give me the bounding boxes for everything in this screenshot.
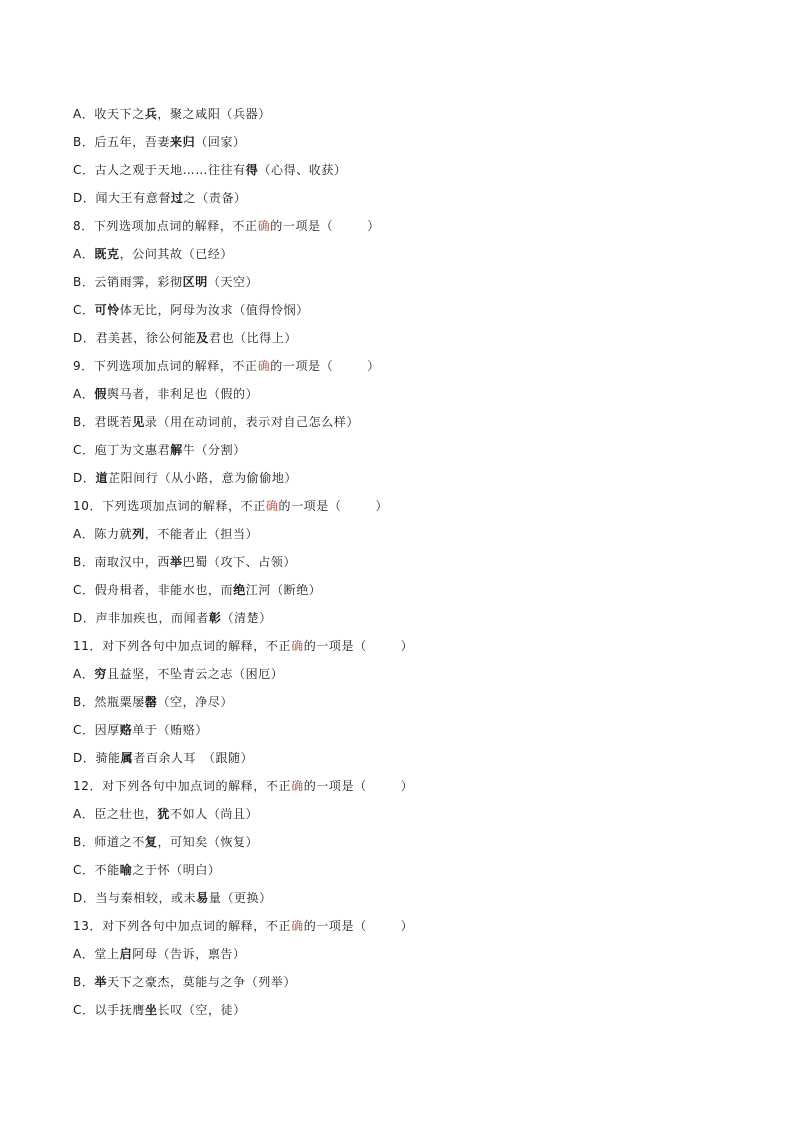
keyword-emphasis: 兵: [144, 107, 158, 121]
text-segment: C．古人之观于天地……往往有: [73, 163, 246, 177]
answer-option: [73, 996, 733, 1024]
text-segment: ）: [400, 779, 414, 793]
answer-option: [73, 548, 733, 576]
keyword-emphasis: 得: [245, 163, 259, 177]
text-segment: D．君美甚，徐公何能: [73, 331, 197, 345]
answer-option: [73, 240, 733, 268]
text-segment: B．: [73, 975, 95, 989]
question-stem: [73, 632, 733, 660]
keyword-emphasis: 绝: [233, 583, 246, 597]
text-segment: 江河（断绝）: [245, 583, 322, 597]
text-segment: 9．下列选项加点词的解释，不正: [73, 359, 258, 373]
answer-option: [73, 968, 733, 996]
keyword-emphasis: 复: [144, 835, 158, 849]
answer-option: [73, 268, 733, 296]
text-segment: 体无比，阿母为汝求（值得怜悯）: [119, 303, 309, 317]
text-segment: D．当与秦相较，或未: [73, 891, 197, 905]
text-segment: B．南取汉中，西: [73, 555, 171, 569]
text-segment: 的一项是（: [303, 779, 367, 793]
text-segment: 之于怀（明白）: [132, 863, 221, 877]
text-segment: （心得、收获）: [258, 163, 347, 177]
text-segment: 长叹（空，徒）: [157, 1003, 246, 1017]
keyword-emphasis: 赂: [119, 723, 133, 737]
text-segment: A．陈力就: [73, 527, 133, 541]
answer-option: [73, 436, 733, 464]
text-segment: A．: [73, 387, 95, 401]
text-segment: D．骑能: [73, 751, 121, 765]
keyword-emphasis: 道: [95, 471, 109, 485]
text-segment: ）: [367, 359, 380, 373]
answer-option: [73, 100, 733, 128]
text-segment: B．云销雨霁，彩彻: [73, 275, 183, 289]
text-segment: C．以手抚膺: [73, 1003, 145, 1017]
text-segment: 阿母（告诉，禀告）: [132, 947, 246, 961]
question-list: [73, 100, 733, 1024]
answer-option: [73, 324, 733, 352]
question-stem: [73, 492, 733, 520]
answer-option: [73, 940, 733, 968]
text-segment: 的一项是（: [303, 639, 367, 653]
text-segment: 芷阳间行（从小路，意为偷偷地）: [108, 471, 298, 485]
text-segment: 确: [291, 919, 304, 933]
question-stem: [73, 912, 733, 940]
text-segment: 确: [291, 779, 304, 793]
text-segment: 确: [257, 219, 271, 233]
answer-option: [73, 520, 733, 548]
answer-option: [73, 744, 733, 772]
question-stem: [73, 212, 733, 240]
keyword-emphasis: 及: [196, 331, 209, 345]
text-segment: 11．对下列各句中加点词的解释，不正: [73, 639, 292, 653]
text-segment: 君也（比得上）: [208, 331, 298, 345]
keyword-emphasis: 易: [196, 891, 209, 905]
text-segment: ）: [400, 639, 414, 653]
text-segment: 牛（分割）: [182, 443, 246, 457]
keyword-emphasis: 可怜: [94, 303, 120, 317]
text-segment: C．不能: [73, 863, 120, 877]
text-segment: A．: [73, 667, 95, 681]
text-segment: A．: [73, 247, 95, 261]
text-segment: ，公问其故（已经）: [119, 247, 234, 261]
text-segment: 者百余人耳 （跟随）: [133, 751, 254, 765]
text-segment: D．声非加疾也，而闻者: [73, 611, 209, 625]
text-segment: B．君既若: [73, 415, 133, 429]
keyword-emphasis: 列: [132, 527, 145, 541]
text-segment: D．: [73, 471, 96, 485]
keyword-emphasis: 犹: [157, 807, 171, 821]
text-segment: ，聚之咸阳（兵器）: [157, 107, 271, 121]
text-segment: ）: [400, 919, 414, 933]
text-segment: ）: [367, 219, 380, 233]
answer-option: [73, 884, 733, 912]
keyword-emphasis: 解: [170, 443, 183, 457]
keyword-emphasis: 来归: [170, 135, 196, 149]
text-segment: 确: [265, 499, 279, 513]
text-segment: （回家）: [195, 135, 246, 149]
keyword-emphasis: 罄: [144, 695, 158, 709]
text-segment: 10．下列选项加点词的解释，不正: [73, 499, 266, 513]
text-segment: D．闻大王有意督: [73, 191, 172, 205]
text-segment: ，可知矣（恢复）: [157, 835, 259, 849]
text-segment: C．因厚: [73, 723, 120, 737]
answer-option: [73, 464, 733, 492]
answer-option: [73, 156, 733, 184]
text-segment: B．然瓶粟屡: [73, 695, 145, 709]
text-segment: （天空）: [207, 275, 259, 289]
keyword-emphasis: 假: [94, 387, 108, 401]
keyword-emphasis: 彰: [208, 611, 222, 625]
answer-option: [73, 296, 733, 324]
text-segment: 8．下列选项加点词的解释，不正: [73, 219, 258, 233]
answer-option: [73, 380, 733, 408]
text-segment: ，不能者止（担当）: [144, 527, 259, 541]
text-segment: 天下之豪杰，莫能与之争（列举）: [107, 975, 297, 989]
answer-option: [73, 800, 733, 828]
text-segment: 确: [291, 639, 304, 653]
text-segment: A．收天下之: [73, 107, 145, 121]
answer-option: [73, 660, 733, 688]
text-segment: （空，净尽）: [157, 695, 234, 709]
answer-option: [73, 408, 733, 436]
keyword-emphasis: 举: [94, 975, 108, 989]
answer-option: [73, 856, 733, 884]
text-segment: 的一项是（: [270, 359, 334, 373]
text-segment: ）: [375, 499, 389, 513]
answer-option: [73, 576, 733, 604]
keyword-emphasis: 见: [132, 415, 145, 429]
question-stem: [73, 352, 733, 380]
text-segment: 巴蜀（攻下、占领）: [182, 555, 297, 569]
text-segment: 13．对下列各句中加点词的解释，不正: [73, 919, 292, 933]
answer-option: [73, 716, 733, 744]
keyword-emphasis: 既克: [94, 247, 120, 261]
text-segment: 量（更换）: [208, 891, 272, 905]
text-segment: C．庖丁为文惠君: [73, 443, 171, 457]
text-segment: 的一项是（: [278, 499, 342, 513]
text-segment: B．师道之不: [73, 835, 145, 849]
text-segment: 确: [257, 359, 271, 373]
text-segment: 且益坚，不坠青云之志（困厄）: [107, 667, 284, 681]
text-segment: 单于（贿赂）: [132, 723, 208, 737]
text-segment: A．堂上: [73, 947, 120, 961]
text-segment: 舆马者，非利足也（假的）: [107, 387, 259, 401]
text-segment: 之（责备）: [183, 191, 247, 205]
text-segment: 不如人（尚且）: [170, 807, 259, 821]
text-segment: 录（用在动词前，表示对自己怎么样）: [144, 415, 360, 429]
text-segment: 的一项是（: [303, 919, 367, 933]
keyword-emphasis: 启: [119, 947, 133, 961]
keyword-emphasis: 坐: [144, 1003, 158, 1017]
answer-option: [73, 828, 733, 856]
answer-option: [73, 128, 733, 156]
text-segment: （清楚）: [221, 611, 272, 625]
keyword-emphasis: 区明: [182, 275, 208, 289]
answer-option: [73, 604, 733, 632]
keyword-emphasis: 属: [120, 751, 134, 765]
answer-option: [73, 184, 733, 212]
text-segment: A．臣之壮也，: [73, 807, 158, 821]
text-segment: 的一项是（: [270, 219, 334, 233]
text-segment: B．后五年，吾妻: [73, 135, 171, 149]
keyword-emphasis: 穷: [94, 667, 108, 681]
keyword-emphasis: 过: [171, 191, 184, 205]
text-segment: C．: [73, 303, 95, 317]
text-segment: C．假舟楫者，非能水也，而: [73, 583, 234, 597]
text-segment: 12．对下列各句中加点词的解释，不正: [73, 779, 292, 793]
keyword-emphasis: 喻: [119, 863, 133, 877]
keyword-emphasis: 举: [170, 555, 183, 569]
answer-option: [73, 688, 733, 716]
question-stem: [73, 772, 733, 800]
